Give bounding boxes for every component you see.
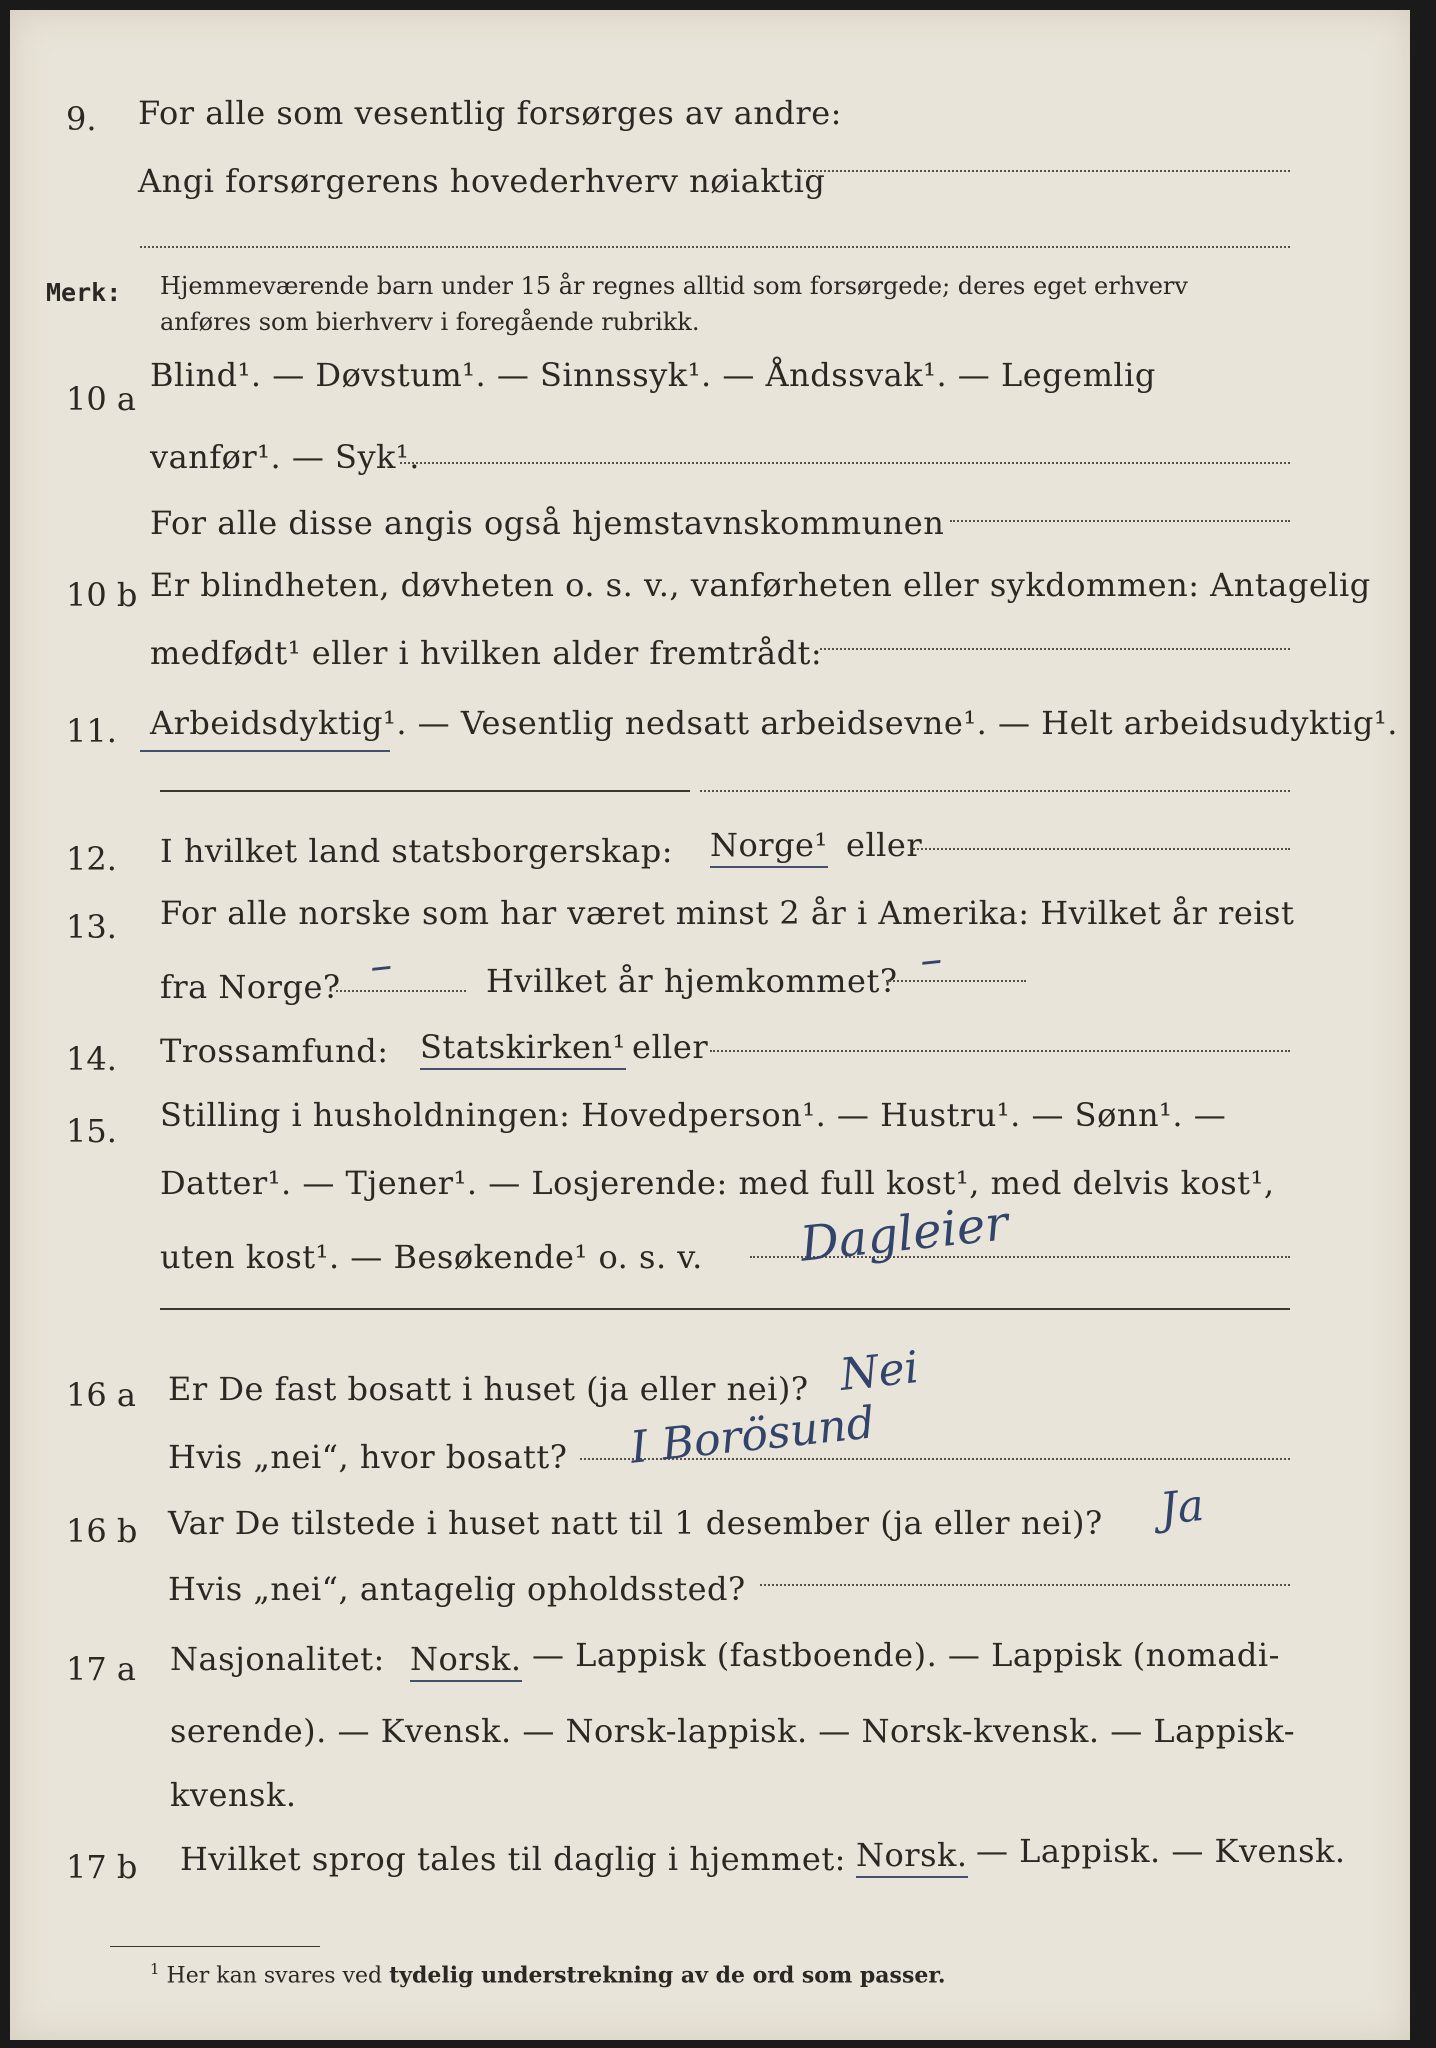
q12-norge: Norge¹: [710, 826, 828, 864]
q13-handwritten-dash-1: –: [367, 938, 395, 993]
q11-answer-line[interactable]: [700, 790, 1290, 792]
q10a-number: 10 a: [66, 380, 136, 418]
merk-line1: Hjemmeværende barn under 15 år regnes alltid som forsørgede; deres eget erhverv: [160, 272, 1188, 300]
q16a-handwritten-2: I Borösund: [628, 1397, 878, 1474]
q14-answer: Statskirken¹: [420, 1028, 626, 1066]
footnote-mark: 1: [150, 1960, 160, 1978]
q13-line2b: Hvilket år hjemkommet?: [486, 962, 898, 1000]
q13-handwritten-dash-2: –: [917, 932, 945, 987]
q16a-number: 16 a: [66, 1376, 136, 1414]
q14-eller: eller: [632, 1028, 709, 1066]
q17b-number: 17 b: [66, 1848, 138, 1886]
q17a-line1b: — Lappisk (fastboende). — Lappisk (nomadi-: [532, 1636, 1280, 1674]
q10a-answer-line[interactable]: [400, 462, 1290, 464]
q11-line1: Arbeidsdyktig¹. — Vesentlig nedsatt arbeidsevne¹. — Helt arbeidsudyktig¹.: [150, 704, 1398, 742]
q16a-handwritten-1: Nei: [837, 1342, 922, 1401]
q16a-line2: Hvis „nei“, hvor bosatt?: [168, 1438, 568, 1476]
q15-rule: [160, 1308, 1290, 1310]
q9-number: 9.: [66, 100, 97, 138]
q10a-line3: For alle disse angis også hjemstavnskommunen: [150, 504, 945, 542]
q17a-label: Nasjonalitet:: [170, 1640, 385, 1678]
q11-handwritten-underline: [140, 750, 390, 752]
q13-reist-answer-line[interactable]: [336, 990, 466, 992]
footnote: [150, 1960, 946, 1988]
q10b-line2: medfødt¹ eller i hvilken alder fremtrådt:: [150, 634, 823, 672]
q17a-line3: kvensk.: [170, 1776, 297, 1814]
merk-line2: anføres som bierhverv i foregående rubrikk.: [160, 308, 700, 336]
q9-line1: For alle som vesentlig forsørges av andre:: [138, 94, 842, 132]
q17b-line1b: — Lappisk. — Kvensk.: [976, 1832, 1346, 1870]
footnote-rule: [110, 1946, 320, 1947]
q16b-number: 16 b: [66, 1512, 138, 1550]
footnote-text-b: tydelig understrekning av de ord som passer.: [389, 1962, 946, 1989]
q14-label: Trossamfund:: [160, 1032, 389, 1070]
q9-answer-line[interactable]: [800, 170, 1290, 172]
q16b-handwritten: Ja: [1157, 1479, 1207, 1536]
q16b-line2: Hvis „nei“, antagelig opholdssted?: [168, 1570, 746, 1608]
q10b-answer-line[interactable]: [820, 648, 1290, 650]
q13-hjem-answer-line[interactable]: [886, 980, 1026, 982]
q12-eller: eller: [846, 826, 923, 864]
q14-number: 14.: [66, 1040, 117, 1078]
q10b-line1: Er blindheten, døvheten o. s. v., vanførheten eller sykdommen: Antagelig: [150, 566, 1371, 604]
q16a-line1: Er De fast bosatt i huset (ja eller nei)?: [168, 1370, 809, 1408]
q17a-norsk: Norsk.: [410, 1640, 522, 1678]
q14-answer-line[interactable]: [710, 1050, 1290, 1052]
q10a-answer-line-2[interactable]: [950, 520, 1290, 522]
q17b-norsk: Norsk.: [856, 1836, 968, 1874]
footnote-text-a: Her kan svares ved: [166, 1963, 383, 1989]
q17a-line2: serende). — Kvensk. — Norsk-lappisk. — Norsk-kvensk. — Lappisk-: [170, 1712, 1296, 1750]
q10a-line1: Blind¹. — Døvstum¹. — Sinnssyk¹. — Åndssvak¹. — Legemlig: [150, 356, 1156, 394]
q10a-line2: vanfør¹. — Syk¹.: [150, 438, 420, 476]
q15-handwritten-answer: Dagleier: [797, 1195, 1011, 1273]
q16b-line1: Var De tilstede i huset natt til 1 desember (ja eller nei)?: [168, 1504, 1103, 1542]
q10b-number: 10 b: [66, 576, 138, 614]
q13-line2a: fra Norge?: [160, 968, 341, 1006]
q16b-answer-line[interactable]: [760, 1584, 1290, 1586]
q15-line3: uten kost¹. — Besøkende¹ o. s. v.: [160, 1238, 703, 1276]
q17b-label: Hvilket sprog tales til daglig i hjemmet:: [180, 1840, 846, 1878]
form-page: [10, 10, 1410, 2040]
q9-line2: Angi forsørgerens hovederhverv nøiaktig: [138, 162, 826, 200]
q13-number: 13.: [66, 908, 117, 946]
q9-answer-line-2[interactable]: [140, 246, 1290, 248]
q11-number: 11.: [66, 712, 117, 750]
q12-answer-line[interactable]: [910, 848, 1290, 850]
q15-line2: Datter¹. — Tjener¹. — Losjerende: med full kost¹, med delvis kost¹,: [160, 1164, 1275, 1202]
q13-line1: For alle norske som har været minst 2 år i Amerika: Hvilket år reist: [160, 894, 1295, 932]
q17a-number: 17 a: [66, 1650, 136, 1688]
q15-line1: Stilling i husholdningen: Hovedperson¹. — Hustru¹. — Sønn¹. —: [160, 1096, 1227, 1134]
merk-label: Merk:: [46, 278, 122, 307]
q11-rule: [160, 790, 690, 792]
q15-number: 15.: [66, 1112, 117, 1150]
q12-number: 12.: [66, 840, 117, 878]
q12-line1: I hvilket land statsborgerskap:: [160, 832, 673, 870]
